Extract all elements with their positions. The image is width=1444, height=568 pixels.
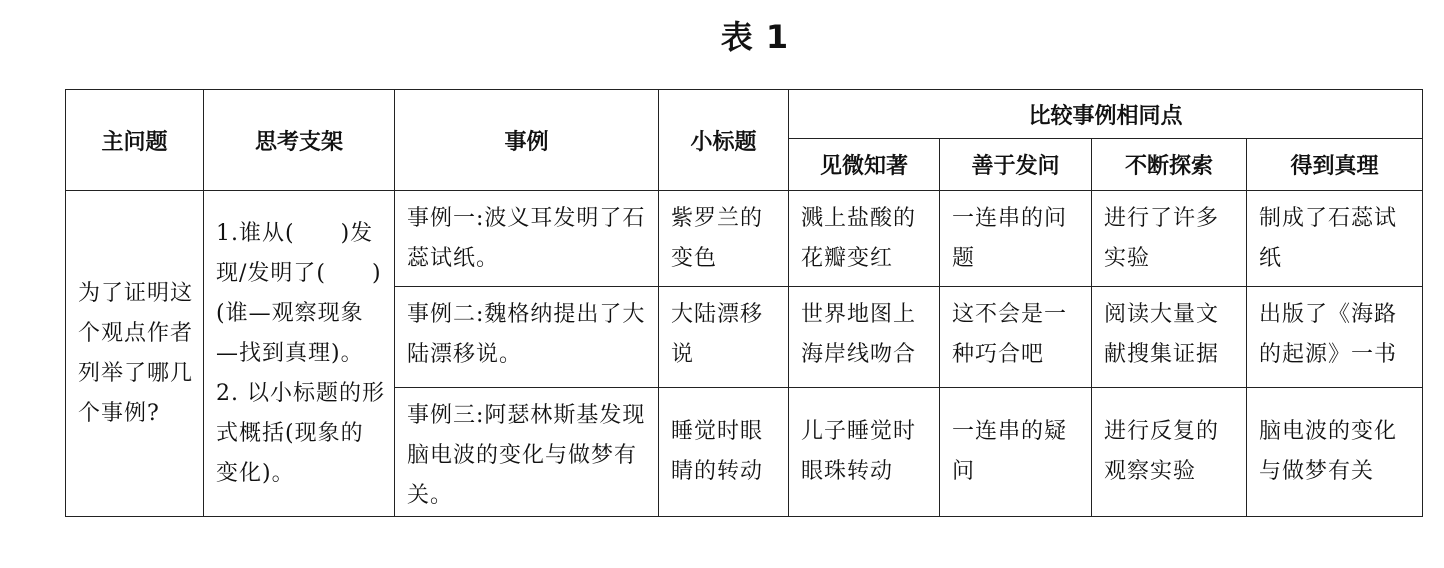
header-compare-group: 比较事例相同点 xyxy=(789,90,1423,139)
framework-cell: 1.谁从( )发现/发明了( )(谁—观察现象—找到真理)。2. 以小标题的形式概括(现象的变化)。 xyxy=(204,191,395,517)
header-main-question: 主问题 xyxy=(66,90,204,191)
table-title: 表 1 xyxy=(720,18,790,56)
compare-cell: 儿子睡觉时眼珠转动 xyxy=(789,388,940,517)
example-cell: 事例一:波义耳发明了石蕊试纸。 xyxy=(395,191,659,287)
compare-cell: 进行了许多实验 xyxy=(1092,191,1247,287)
compare-cell: 制成了石蕊试纸 xyxy=(1247,191,1423,287)
compare-cell: 一连串的问题 xyxy=(940,191,1092,287)
compare-cell: 一连串的疑问 xyxy=(940,388,1092,517)
compare-cell: 出版了《海路的起源》一书 xyxy=(1247,287,1423,388)
comparison-table xyxy=(65,89,1423,517)
compare-cell: 世界地图上海岸线吻合 xyxy=(789,287,940,388)
header-compare-3: 不断探索 xyxy=(1092,139,1247,191)
compare-cell: 这不会是一种巧合吧 xyxy=(940,287,1092,388)
table-row xyxy=(66,191,1423,287)
header-subtitle: 小标题 xyxy=(659,90,789,191)
subtitle-cell: 紫罗兰的变色 xyxy=(659,191,789,287)
header-compare-4: 得到真理 xyxy=(1247,139,1423,191)
main-question-cell: 为了证明这个观点作者列举了哪几个事例? xyxy=(66,191,204,517)
subtitle-cell: 大陆漂移说 xyxy=(659,287,789,388)
compare-cell: 阅读大量文献搜集证据 xyxy=(1092,287,1247,388)
header-framework: 思考支架 xyxy=(204,90,395,191)
header-example: 事例 xyxy=(395,90,659,191)
example-cell: 事例二:魏格纳提出了大陆漂移说。 xyxy=(395,287,659,388)
header-compare-2: 善于发问 xyxy=(940,139,1092,191)
compare-cell: 进行反复的观察实验 xyxy=(1092,388,1247,517)
compare-cell: 脑电波的变化与做梦有关 xyxy=(1247,388,1423,517)
subtitle-cell: 睡觉时眼睛的转动 xyxy=(659,388,789,517)
compare-cell: 溅上盐酸的花瓣变红 xyxy=(789,191,940,287)
header-compare-1: 见微知著 xyxy=(789,139,940,191)
example-cell: 事例三:阿瑟林斯基发现脑电波的变化与做梦有关。 xyxy=(395,388,659,517)
